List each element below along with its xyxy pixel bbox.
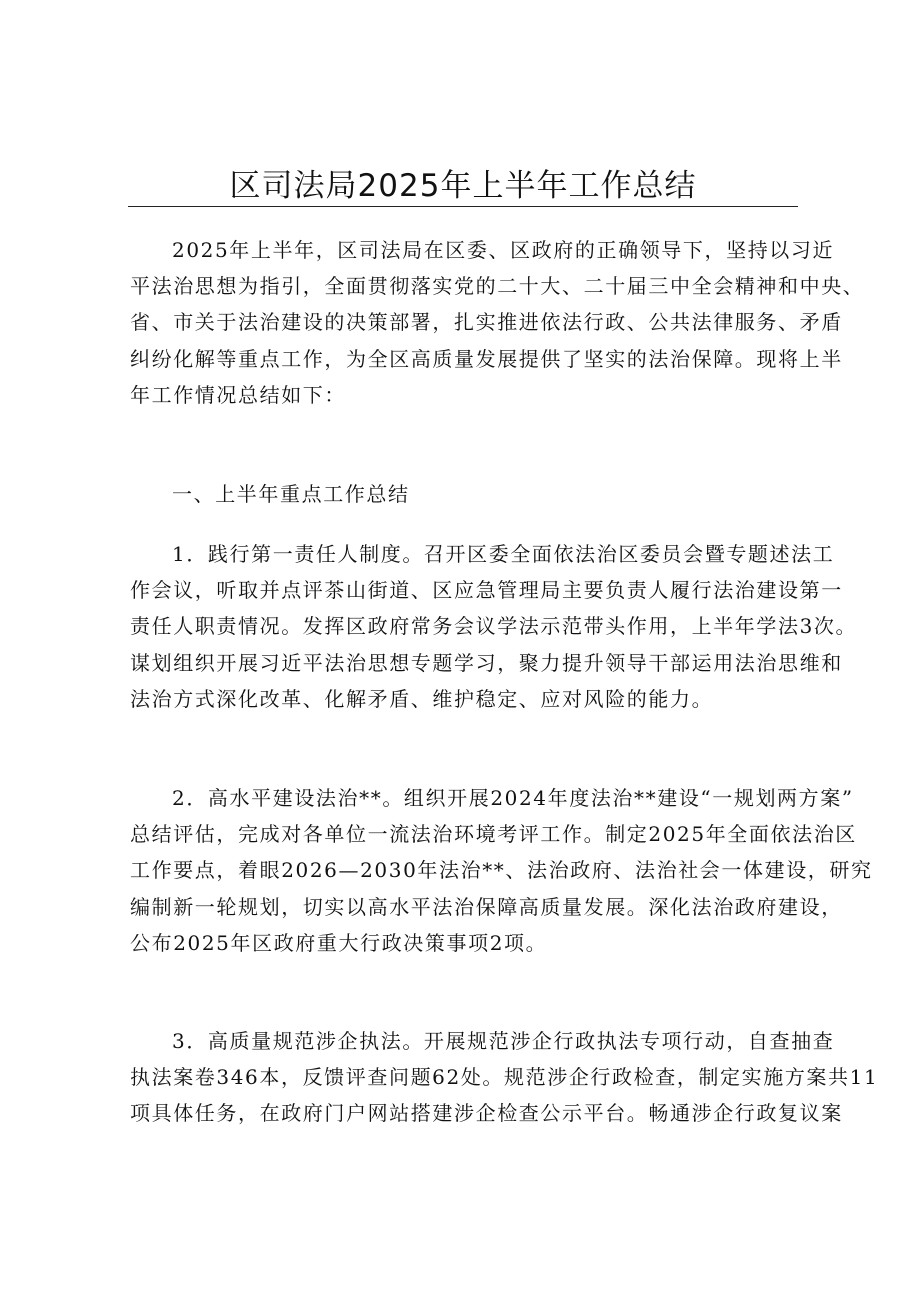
item-3-line: 3．高质量规范涉企执法。开展规范涉企行政执法专项行动，自查抽查 [172,1029,835,1053]
item-1-paragraph [130,536,858,717]
item-2-line: 2．高水平建设法治**。组织开展2024年度法治**建设“一规划两方案” [172,786,854,810]
intro-paragraph [130,232,865,413]
intro-line: 年工作情况总结如下： [130,382,346,407]
section-heading: 一、上半年重点工作总结 [172,482,410,506]
item-2-paragraph [130,780,873,961]
intro-line: 纠纷化解等重点工作，为全区高质量发展提供了坚实的法治保障。现将上半 [130,346,843,371]
item-3-line: 执法案卷346本，反馈评查问题62处。规范涉企行政检查，制定实施方案共11 [130,1065,879,1090]
item-1-line: 谋划组织开展习近平法治思想专题学习，聚力提升领导干部运用法治思维和 [130,650,843,675]
intro-line: 省、市关于法治建设的决策部署，扎实推进依法行政、公共法律服务、矛盾 [130,310,843,335]
item-1-line: 1．践行第一责任人制度。召开区委全面依法治区委员会暨专题述法工 [172,542,835,566]
item-2-line: 公布2025年区政府重大行政决策事项2项。 [130,930,548,955]
intro-line: 平法治思想为指引，全面贯彻落实党的二十大、二十届三中全会精神和中央、 [130,274,865,299]
document-title: 区司法局2025年上半年工作总结 [229,168,697,204]
item-1-line: 法治方式深化改革、化解矛盾、维护稳定、应对风险的能力。 [130,686,714,711]
item-3-line: 项具体任务，在政府门户网站搭建涉企检查公示平台。畅通涉企行政复议案 [130,1101,843,1126]
item-1-line: 责任人职责情况。发挥区政府常务会议学法示范带头作用，上半年学法3次。 [130,614,858,639]
item-2-line: 工作要点，着眼2026—2030年法治**、法治政府、法治社会一体建设，研究 [130,858,873,883]
title-underline [128,206,798,207]
intro-line: 2025年上半年，区司法局在区委、区政府的正确领导下，坚持以习近 [172,238,835,262]
section-heading-block [130,476,798,512]
item-2-line: 总结评估，完成对各单位一流法治环境考评工作。制定2025年全面依法治区 [130,822,857,847]
item-1-line: 作会议，听取并点评茶山街道、区应急管理局主要负责人履行法治建设第一 [130,578,843,603]
item-2-line: 编制新一轮规划，切实以高水平法治保障高质量发展。深化法治政府建设， [130,894,843,919]
item-3-paragraph [130,1023,879,1132]
